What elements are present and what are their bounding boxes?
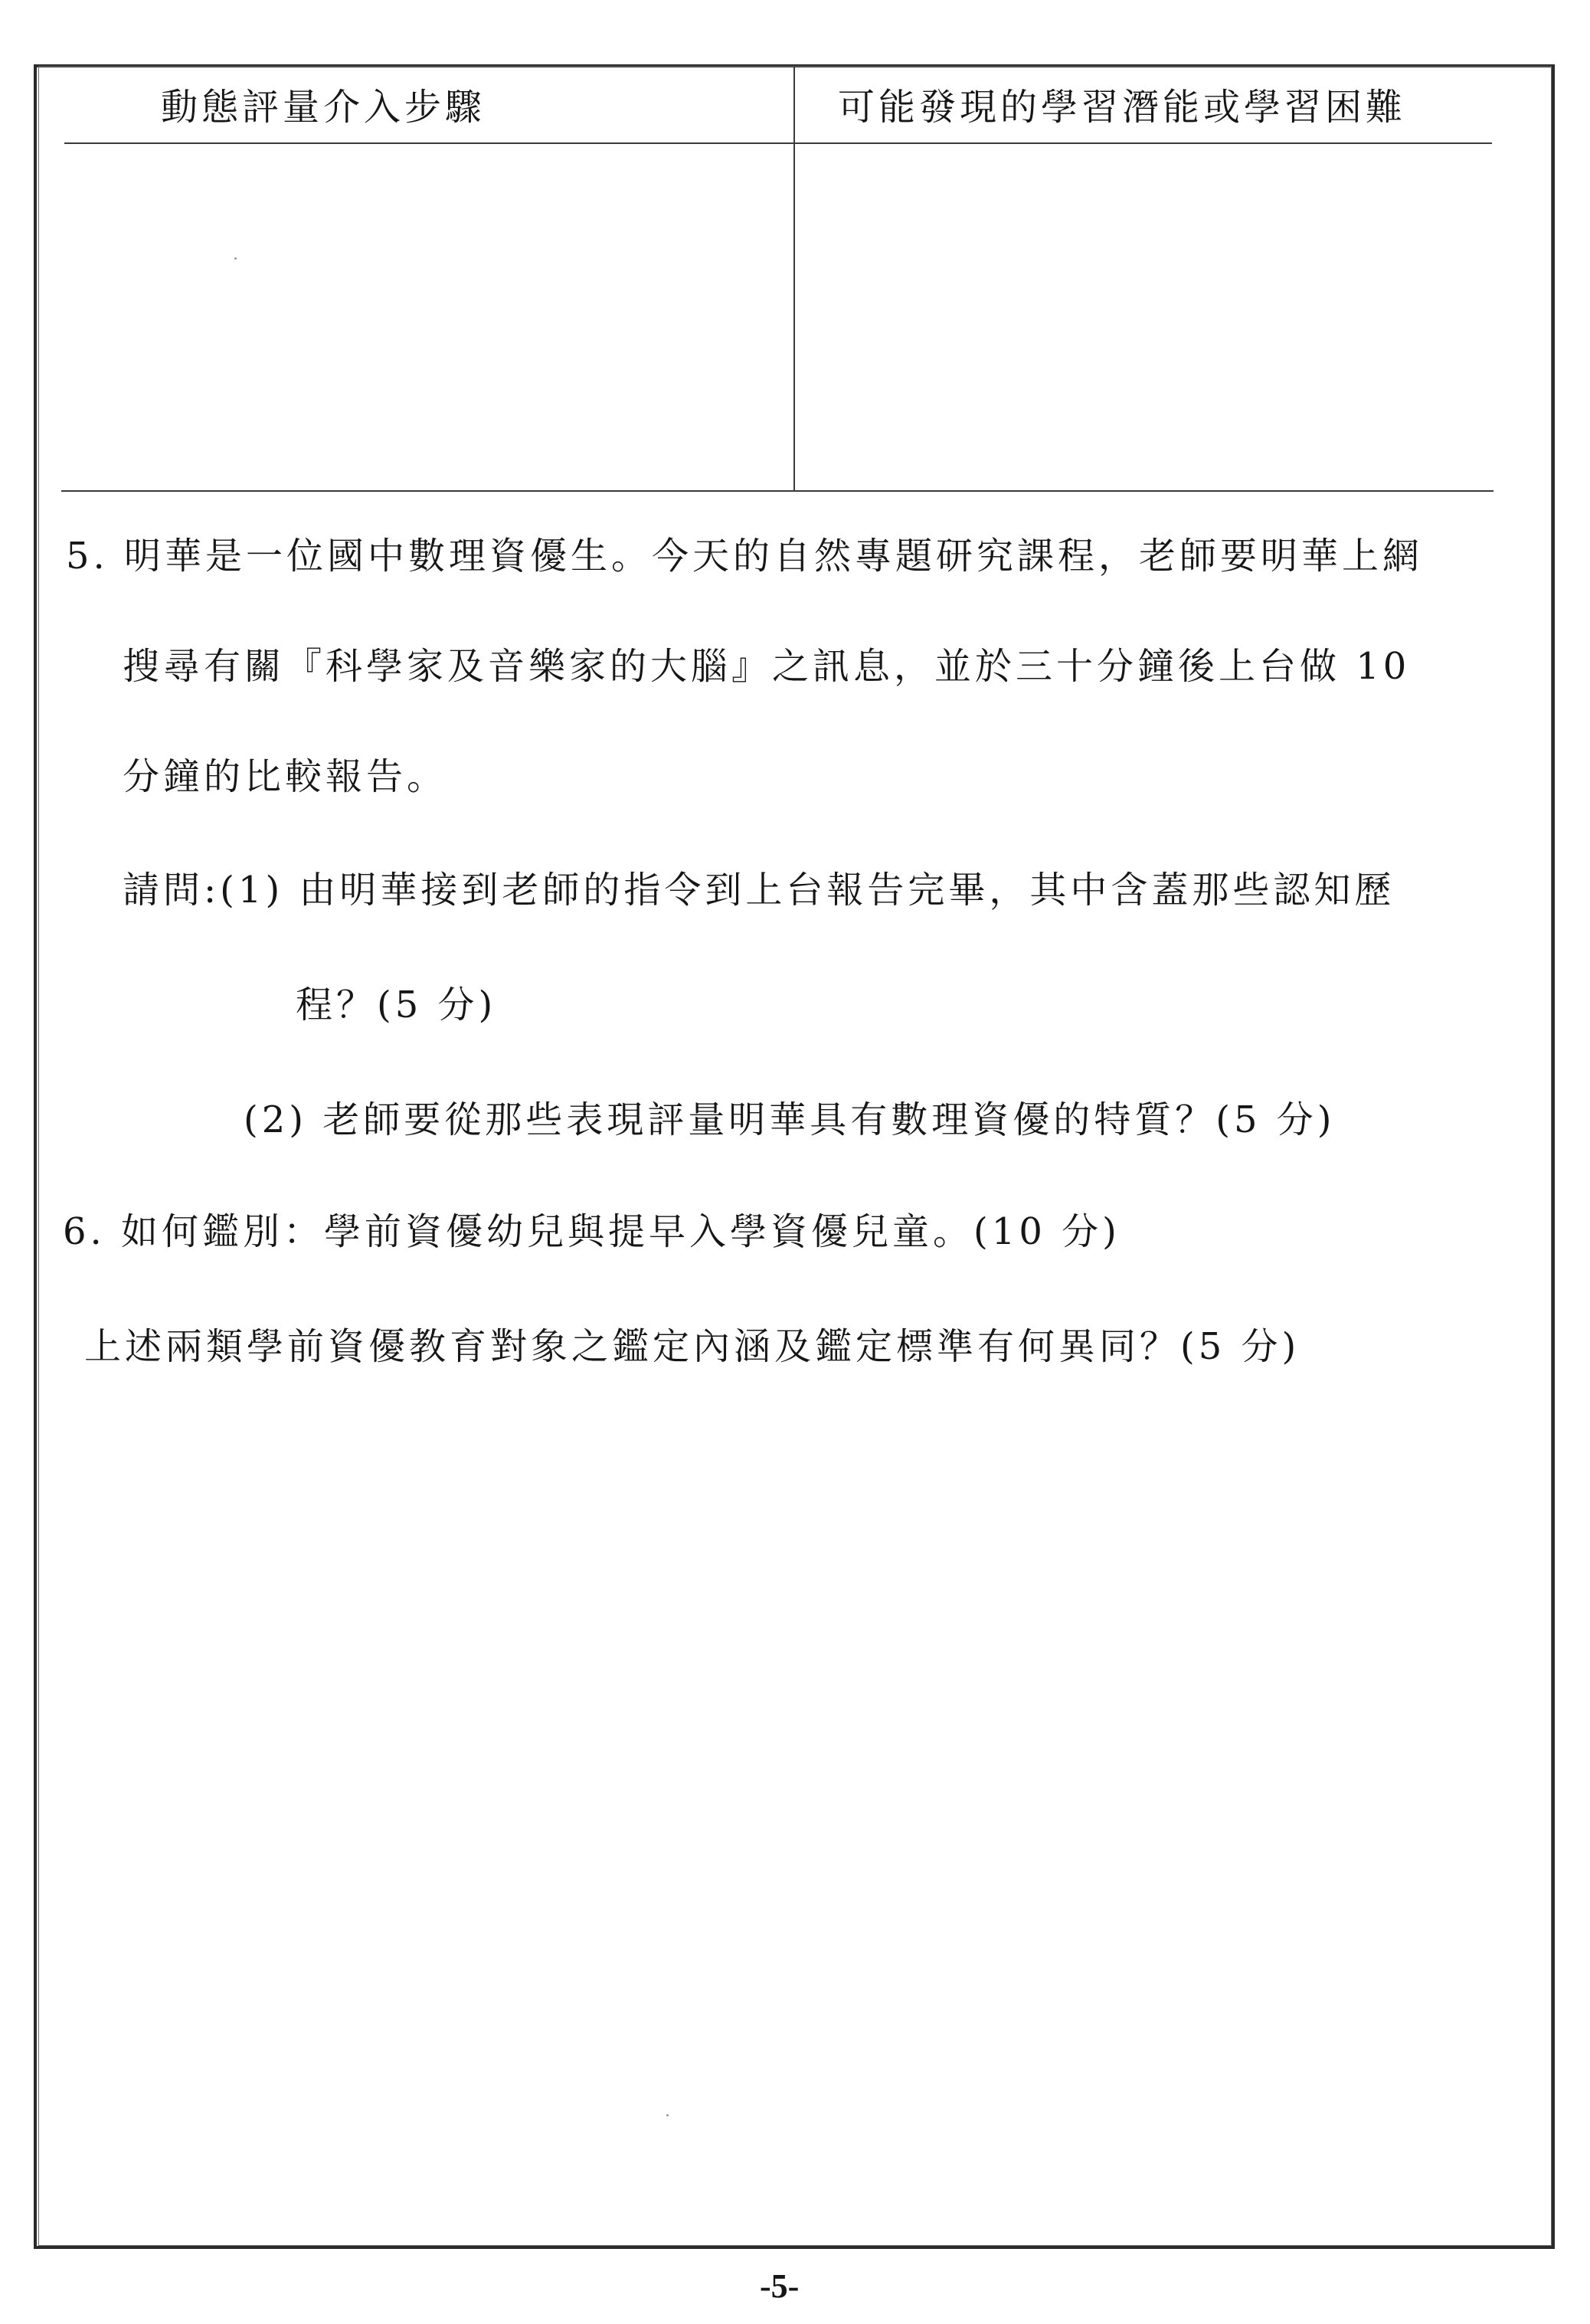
scan-speck [666, 2114, 669, 2116]
scan-speck [234, 257, 237, 260]
page-number: -5- [760, 2267, 800, 2305]
question-5-subquestion-2: (2) 老師要從那些表現評量明華具有數理資優的特質？(5 分) [244, 1098, 1336, 1141]
question-5-subquestion-1-continued: 程？(5 分) [296, 984, 497, 1026]
question-5-line-2: 搜尋有關『科學家及音樂家的大腦』之訊息，並於三十分鐘後上台做 10 [123, 645, 1411, 688]
table-header-rule [64, 142, 1492, 144]
table-header-dynamic-assessment-steps: 動態評量介入步驟 [161, 86, 486, 129]
question-6-line-1: 6. 如何鑑別：學前資優幼兒與提早入學資優兒童。(10 分) [63, 1210, 1121, 1253]
question-5-line-3: 分鐘的比較報告。 [123, 755, 448, 798]
table-bottom-rule [61, 490, 1493, 492]
table-header-learning-potential-or-difficulty: 可能發現的學習潛能或學習困難 [838, 86, 1407, 129]
question-5-subquestion-1: 請問:(1) 由明華接到老師的指令到上台報告完畢，其中含蓋那些認知歷 [123, 869, 1395, 912]
table-column-divider [793, 67, 795, 491]
question-6-line-2: 上述兩類學前資優教育對象之鑑定內涵及鑑定標準有何異同？(5 分) [84, 1325, 1300, 1368]
question-5-line-1: 5. 明華是一位國中數理資優生。今天的自然專題研究課程，老師要明華上網 [66, 535, 1424, 578]
